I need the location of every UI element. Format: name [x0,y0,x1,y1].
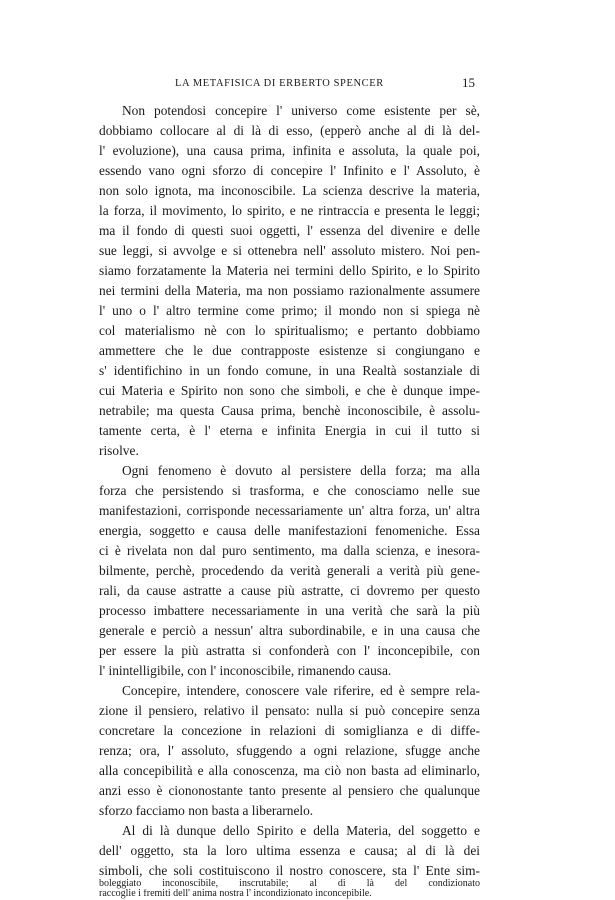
text-line: Ogni fenomeno è dovuto al persistere della forza; ma alla [122,463,480,478]
text-line: sue leggi, si avvolge e si ottenebra nell' assoluto mistero. Noi pen- [99,243,480,258]
text-line: Concepire, intendere, conoscere vale riferire, ed è sempre rela- [122,683,480,698]
text-line: ma il fondo di questi suoi oggetti, l' essenza del divenire e delle [99,223,480,238]
text-line: ammettere che le due contrapposte esistenze si congiungano e [99,343,480,358]
text-line: risolve. [99,443,139,458]
text-line: col materialismo nè con lo spiritualismo; e pertanto dobbiamo [99,323,480,338]
text-line: s' identifichino in un fondo comune, in una Realtà sostanziale di [99,363,480,378]
text-line: non solo ignota, ma inconoscibile. La scienza descrive la materia, [99,183,480,198]
text-line: sforzo facciamo non basta a liberarnelo. [99,803,314,818]
text-line: Non potendosi concepire l' universo come esistente per sè, [122,103,480,118]
text-line: boleggiato inconoscibile, inscrutabile; al di là del condizionato [99,879,480,889]
text-line: l' evoluzione), una causa prima, infinita e assoluta, la quale poi, [99,143,480,158]
text-line: zione il pensiero, relativo il pensato: nulla si può concepire senza [99,703,480,718]
text-line: la forza, il movimento, lo spirito, e ne rintraccia e presenta le leggi; [99,203,480,218]
text-line: alla concepibilità e alla conoscenza, ma ciò non basta ad eliminarlo, [99,763,480,778]
text-line: generale e perciò a nessun' altra subordinabile, e in una causa che [99,623,480,638]
text-line: simboli, che soli costituiscono il nostro conoscere, sta l' Ente sim- [99,863,480,878]
page-number: 15 [462,75,475,90]
text-line: ci è rivelata non dal puro sentimento, ma dalla scienza, e inesora- [99,543,480,558]
text-line: rali, da cause astratte a cause più astratte, ci dovremo per questo [99,583,480,598]
text-line: l' inintelligibile, con l' inconoscibile, rimanendo causa. [99,663,392,678]
text-line: manifestazioni, corrisponde necessariamente un' altra forza, un' altra [99,503,480,518]
text-line: cui Materia e Spirito non sono che simboli, e che è dunque impe- [99,383,480,398]
text-line: dobbiamo collocare al di là di esso, (epperò anche al di là del- [99,123,480,138]
text-line: l' uno o l' altro termine come primo; il mondo non si spiega nè [99,303,480,318]
text-line: anzi esso è ciononostante tanto presente al pensiero che qualunque [99,783,480,798]
text-line: tamente certa, è l' eterna e infinita Energia in cui il tutto si [99,423,480,438]
text-line: netrabile; ma questa Causa prima, benchè inconoscibile, è assolu- [99,403,480,418]
text-line: concretare la concezione in relazioni di somiglianza e di diffe- [99,723,480,738]
text-line: renza; ora, l' assoluto, sfuggendo a ogni relazione, sfugge anche [99,743,480,758]
text-line: bilmente, perchè, procedendo da verità generali a verità più gene- [99,563,480,578]
text-line: dell' oggetto, sta la loro ultima essenza e causa; al di là dei [99,843,480,858]
text-line: energia, soggetto e causa delle manifestazioni fenomeniche. Essa [99,523,480,538]
text-line: essendo vano ogni sforzo di concepire l' Infinito e l' Assoluto, è [99,163,480,178]
text-line: Al di là dunque dello Spirito e della Materia, del soggetto e [122,823,480,838]
text-line: processo imbattere necessariamente in una verità che sarà la più [99,603,480,618]
text-line: raccoglie i fremiti dell' anima nostra l' incondizionato inconcepibile. [99,889,372,899]
text-line: per essere la più astratta si confonderà con l' inconcepibile, con [99,643,480,658]
running-head: LA METAFISICA DI ERBERTO SPENCER [175,78,384,89]
text-line: siamo forzatamente la Materia nei termini dello Spirito, e lo Spirito [99,263,480,278]
text-line: nei termini della Materia, ma non possiamo razionalmente assumere [99,283,480,298]
text-line: forza che persistendo si trasforma, e che conosciamo nelle sue [99,483,480,498]
